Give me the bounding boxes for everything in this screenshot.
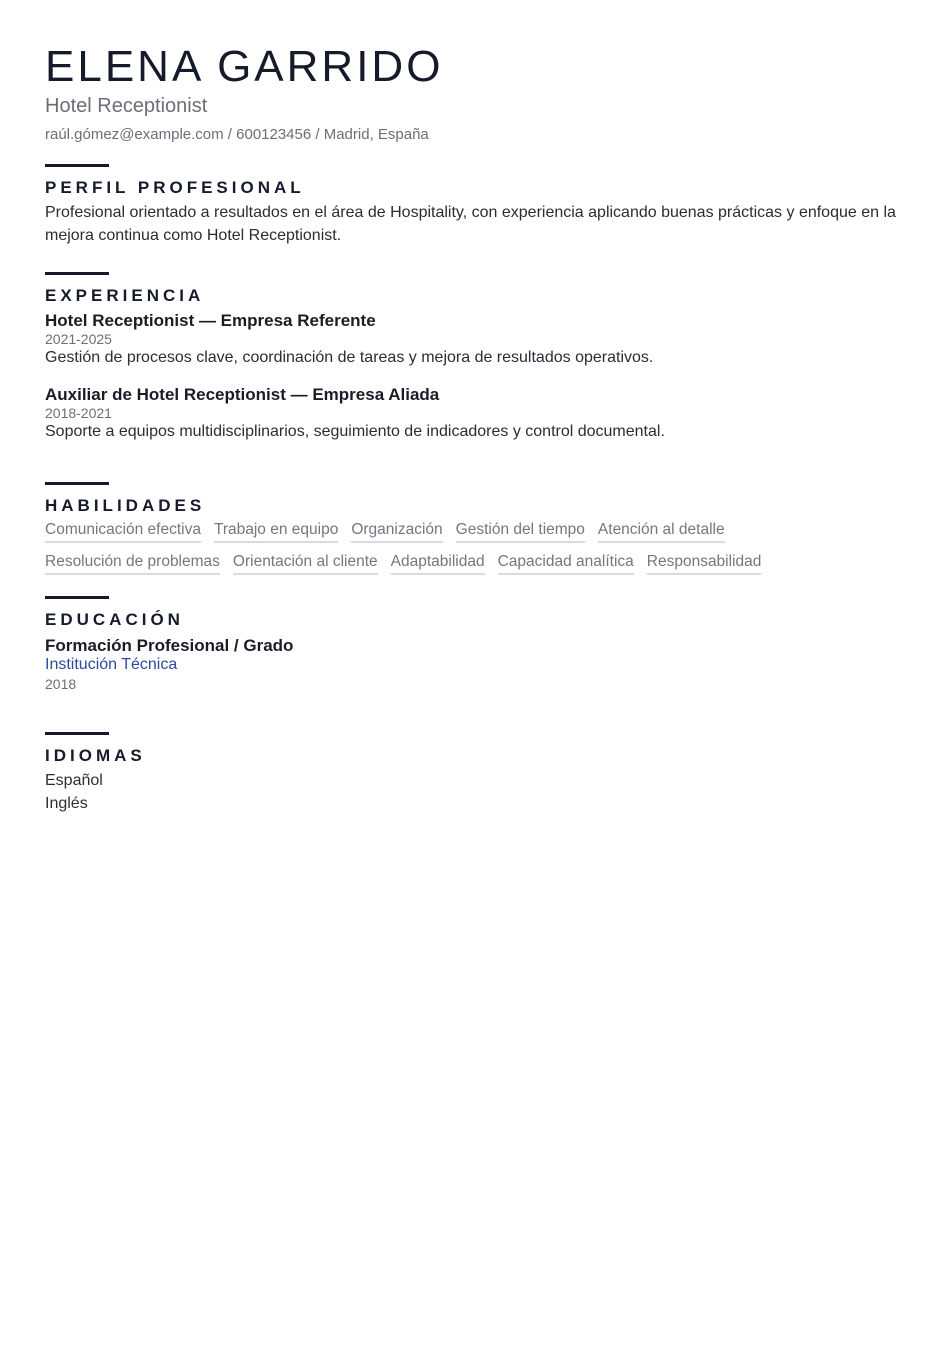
job-entry [45,311,907,369]
candidate-role: Hotel Receptionist [45,95,208,117]
section-title: HABILIDADES [45,496,206,515]
education-degree: Formación Profesional / Grado [45,636,294,655]
skill-tag: Organización [351,520,442,543]
resume-header [45,44,907,145]
profile-section [45,164,907,247]
job-description: Soporte a equipos multidisciplinarios, seguimiento de indicadores y control documental. [45,423,665,440]
job-entry [45,385,907,443]
skill-tag: Gestión del tiempo [456,520,585,543]
skill-tag: Orientación al cliente [233,552,378,575]
section-title: EXPERIENCIA [45,286,205,305]
skill-tag: Responsabilidad [647,552,762,575]
candidate-name: ELENA GARRIDO [45,42,444,91]
skill-tag: Comunicación efectiva [45,520,201,543]
section-divider [45,164,109,167]
section-divider [45,272,109,275]
section-divider [45,732,109,735]
job-title: Hotel Receptionist — Empresa Referente [45,311,376,330]
skills-list [45,520,907,584]
section-divider [45,482,109,485]
job-title: Auxiliar de Hotel Receptionist — Empresa Aliada [45,385,440,404]
section-title: PERFIL PROFESIONAL [45,178,305,197]
job-description: Gestión de procesos clave, coordinación de tareas y mejora de resultados operativos. [45,349,654,366]
experience-section [45,272,907,443]
skill-tag: Trabajo en equipo [214,520,338,543]
section-divider [45,596,109,599]
education-section [45,596,907,694]
job-dates: 2018-2021 [45,405,112,421]
skills-section [45,482,907,584]
education-year: 2018 [45,676,77,692]
contact-line: raúl.gómez@example.com / 600123456 / Madrid, España [45,126,429,143]
language-item: Español [45,772,103,789]
language-item: Inglés [45,795,88,812]
section-title: IDIOMAS [45,746,146,765]
languages-section [45,732,907,815]
section-title: EDUCACIÓN [45,610,184,629]
education-institution: Institución Técnica [45,656,178,673]
job-dates: 2021-2025 [45,331,112,347]
skill-tag: Resolución de problemas [45,552,220,575]
skill-tag: Capacidad analítica [498,552,634,575]
skill-tag: Atención al detalle [598,520,725,543]
profile-text: Profesional orientado a resultados en el área de Hospitality, con experiencia aplicando buenas prácticas y enfoque en la mejora continua como Hotel Receptionist. [45,204,896,244]
skill-tag: Adaptabilidad [391,552,485,575]
